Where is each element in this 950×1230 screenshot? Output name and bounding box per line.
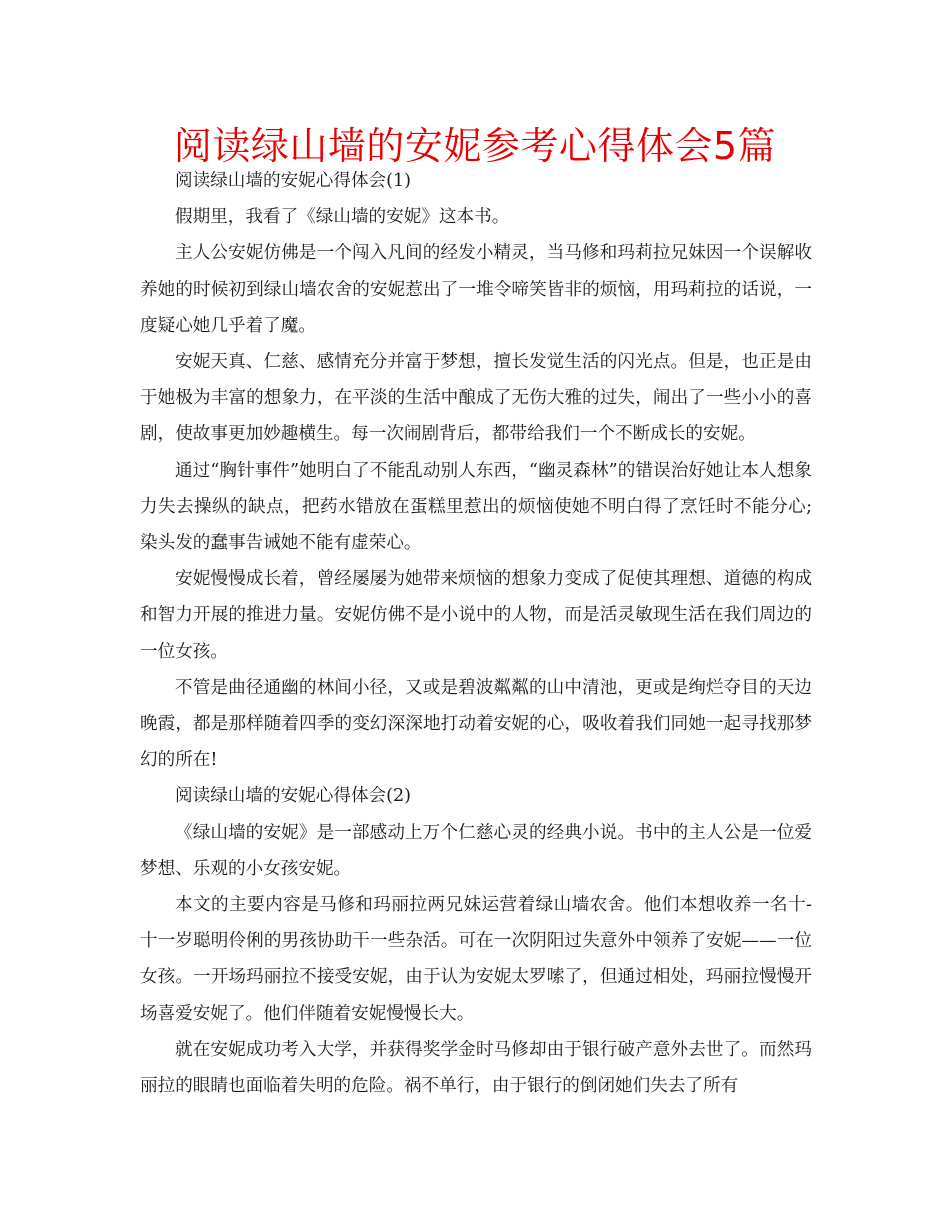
document-title: 阅读绿山墙的安妮参考心得体会5篇 bbox=[173, 124, 777, 168]
paragraph: 假期里，我看了《绿山墙的安妮》这本书。 bbox=[175, 207, 510, 228]
paragraph: 就在安妮成功考入大学，并获得奖学金时马修却由于银行破产意外去世了。而然玛丽拉的眼睛也面临着失明的危险。祸不单行，由于银行的倒闭她们失去了所有 bbox=[140, 1039, 812, 1097]
paragraph: 本文的主要内容是马修和玛丽拉两兄妹运营着绿山墙农舍。他们本想收养一名十-十一岁聪明伶俐的男孩协助干一些杂活。可在一次阴阳过失意外中领养了安妮——一位女孩。一开场玛丽拉不接受安妮，由于认为安妮太罗嗦了，但通过相处，玛丽拉慢慢开场喜爱安妮了。他们伴随着安妮慢慢长大。 bbox=[140, 895, 812, 1024]
section-heading: 阅读绿山墙的安妮心得体会(1) bbox=[175, 171, 412, 191]
section-heading: 阅读绿山墙的安妮心得体会(2) bbox=[175, 786, 412, 807]
paragraph: 主人公安妮仿佛是一个闯入凡间的经发小精灵，当马修和玛莉拉兄妹因一个误解收养她的时候初到绿山墙农舍的安妮惹出了一堆令啼笑皆非的烦恼，用玛莉拉的话说，一度疑心她几乎着了魔。 bbox=[140, 243, 812, 336]
paragraph: 安妮慢慢成长着，曾经屡屡为她带来烦恼的想象力变成了促使其理想、道德的构成和智力开展的推进力量。安妮仿佛不是小说中的人物，而是活灵敏现生活在我们周边的一位女孩。 bbox=[140, 569, 812, 662]
paragraph: 安妮天真、仁慈、感情充分并富于梦想，擅长发觉生活的闪光点。但是，也正是由于她极为丰富的想象力，在平淡的生活中酿成了无伤大雅的过失，闹出了一些小小的喜剧，使故事更加妙趣横生。每一次闹剧背后，都带给我们一个不断成长的安妮。 bbox=[140, 352, 812, 445]
paragraph: 《绿山墙的安妮》是一部感动上万个仁慈心灵的经典小说。书中的主人公是一位爱梦想、乐观的小女孩安妮。 bbox=[140, 822, 812, 879]
document-body bbox=[140, 163, 812, 1104]
paragraph: 通过“胸针事件”她明白了不能乱动别人东西，“幽灵森林”的错误治好她让本人想象力失去操纵的缺点，把药水错放在蛋糕里惹出的烦恼使她不明白得了烹饪时不能分心;染头发的蠢事告诫她不能有虚荣心。 bbox=[140, 460, 812, 554]
paragraph: 不管是曲径通幽的林间小径，又或是碧波粼粼的山中清池，更或是绚烂夺目的天边晚霞，都是那样随着四季的变幻深深地打动着安妮的心，吸收着我们同她一起寻找那梦幻的所在! bbox=[140, 677, 812, 771]
